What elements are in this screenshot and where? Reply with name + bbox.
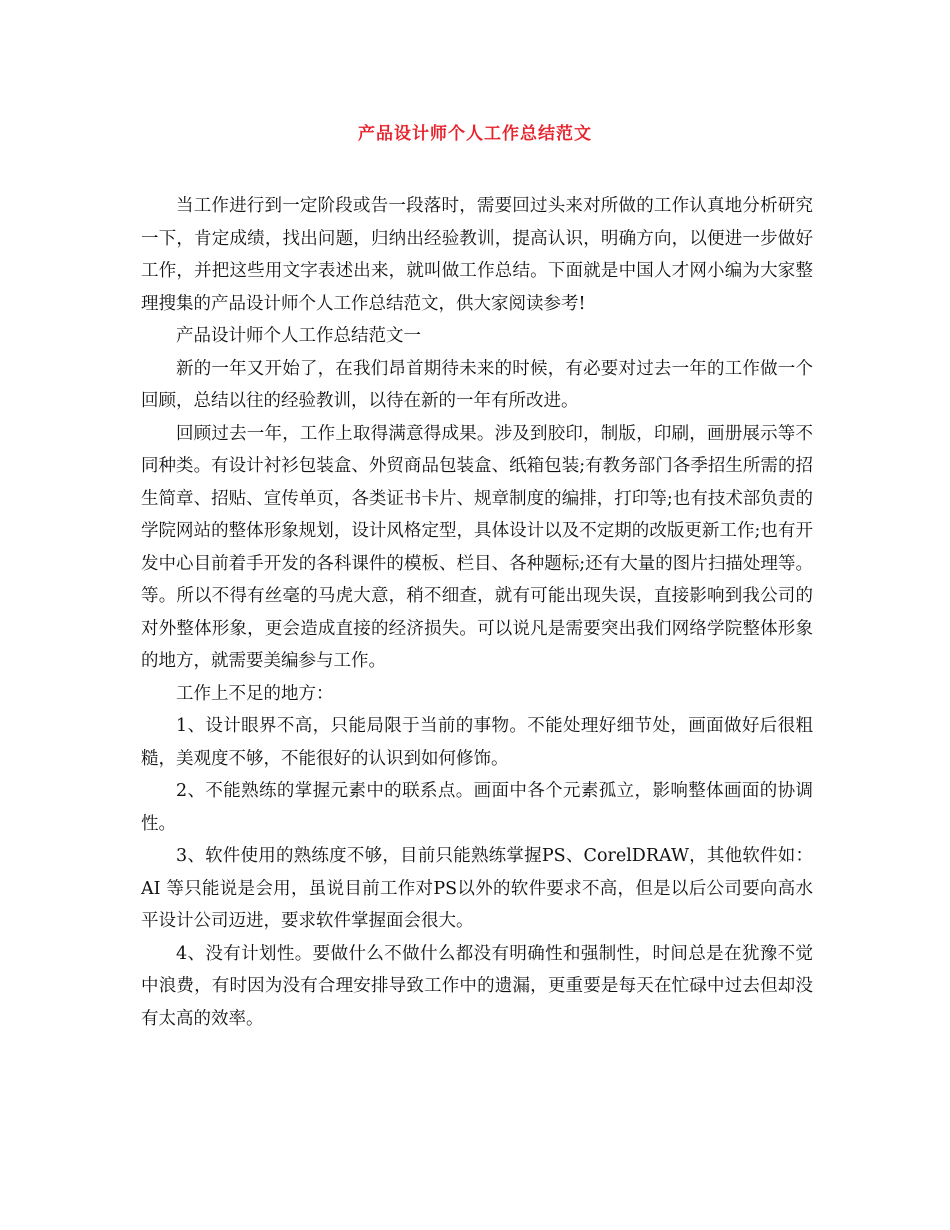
paragraph-review: 回顾过去一年，工作上取得满意得成果。涉及到胶印，制版，印刷，画册展示等不同种类。有设计衬衫包装盒、外贸商品包装盒、纸箱包装;有教务部门各季招生所需的招生简章、招贴、宣传单页，各类证书卡片、规章制度的编排，打印等;也有技术部负责的学院网站的整体形象规划，设计风格定型，具体设计以及不定期的改版更新工作;也有开发中心目前着手开发的各科课件的模板、栏目、各种题标;还有大量的图片扫描处理等。等。所以不得有丝毫的马虎大意，稍不细查，就有可能出现失误，直接影响到我公司的对外整体形象，更会造成直接的经济损失。可以说凡是需要突出我们网络学院整体形象的地方，就需要美编参与工作。 (141, 423, 813, 671)
document-title: 产品设计师个人工作总结范文 (358, 124, 592, 144)
paragraph-intro: 当工作进行到一定阶段或告一段落时，需要回过头来对所做的工作认真地分析研究一下，肯定成绩，找出问题，归纳出经验教训，提高认识，明确方向，以便进一步做好工作，并把这些用文字表述出来，就叫做工作总结。下面就是中国人才网小编为大家整理搜集的产品设计师个人工作总结范文，供大家阅读参考! (141, 196, 813, 314)
paragraph-section-heading: 产品设计师个人工作总结范文一 (176, 326, 421, 346)
paragraph-shortcoming-1: 1、设计眼界不高，只能局限于当前的事物。不能处理好细节处，画面做好后很粗糙，美观度不够，不能很好的认识到如何修饰。 (141, 716, 813, 769)
paragraph-shortcomings-heading: 工作上不足的地方： (176, 683, 334, 704)
paragraph-shortcoming-4: 4、没有计划性。要做什么不做什么都没有明确性和强制性，时间总是在犹豫不觉中浪费，有时因为没有合理安排导致工作中的遗漏，更重要是每天在忙碌中过去但却没有太高的效率。 (141, 943, 813, 1029)
paragraph-shortcoming-2: 2、不能熟练的掌握元素中的联系点。画面中各个元素孤立，影响整体画面的协调性。 (141, 781, 813, 834)
paragraph-new-year: 新的一年又开始了，在我们昂首期待未来的时候，有必要对过去一年的工作做一个回顾，总结以往的经验教训，以待在新的一年有所改进。 (141, 358, 813, 411)
paragraph-shortcoming-3: 3、软件使用的熟练度不够，目前只能熟练掌握PS、CorelDRAW，其他软件如：AI 等只能说是会用，虽说目前工作对PS以外的软件要求不高，但是以后公司要向高水平设计公司迈进，要求软件掌握面会很大。 (141, 846, 813, 931)
document-body (141, 190, 813, 1035)
